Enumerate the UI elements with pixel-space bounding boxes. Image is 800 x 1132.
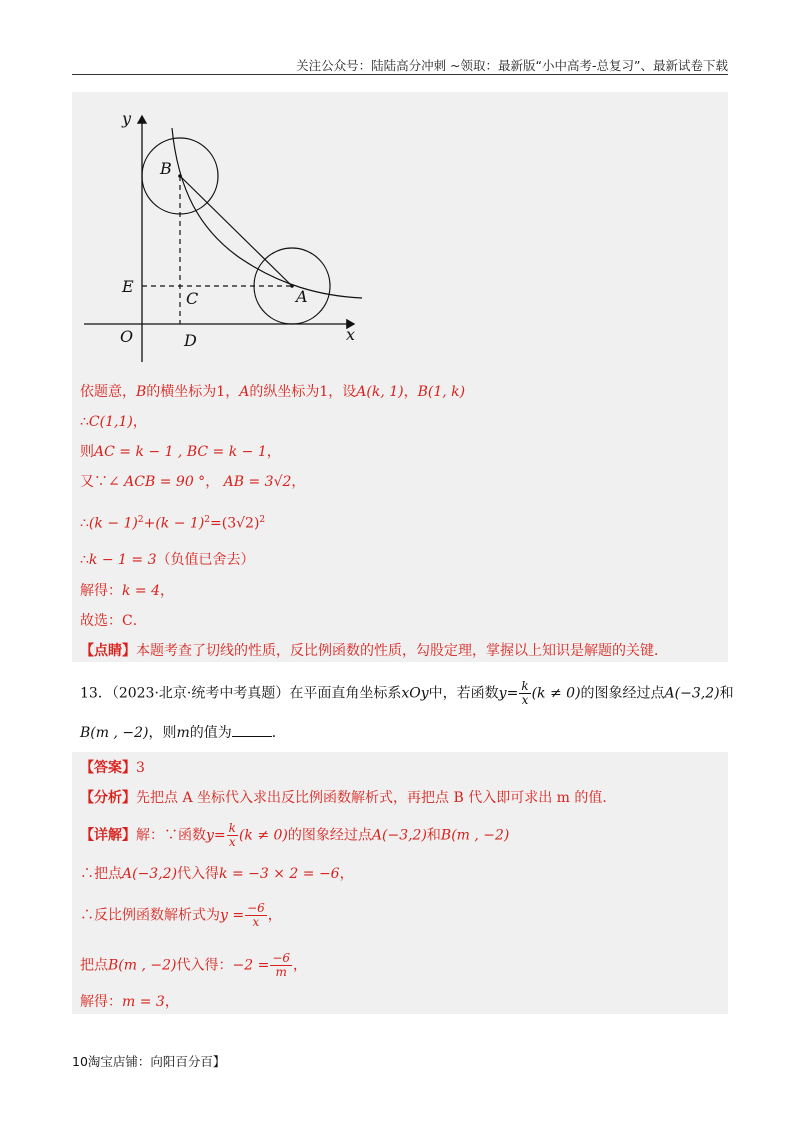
analysis-line: 【分析】先把点 A 坐标代入求出反比例函数解析式，再把点 B 代入即可求出 m 的值． — [80, 790, 617, 806]
page-header: 关注公众号：陆陆高分冲刺 ~领取：最新版“小中高考-总复习”、最新试卷下载 — [296, 58, 728, 73]
analysis-tag: 【分析】 — [80, 790, 136, 806]
fraction-neg6-over-x: $\frac{-6}{x}$ — [247, 901, 265, 929]
label-y: y — [122, 109, 132, 128]
detail-line-2: ∴把点A(−3,2)代入得k = −3 × 2 = −6， — [80, 866, 354, 882]
detail-line-4: 把点B(m , −2)代入得：−2 = $\frac{-6}{m}$ ， — [80, 951, 308, 979]
label-e: E — [122, 277, 134, 296]
segment-ab — [180, 176, 292, 286]
point-b — [178, 174, 182, 178]
detail-line-5: 解得：m = 3， — [80, 994, 179, 1010]
page-footer: 10淘宝店铺：向阳百分百】 — [72, 1054, 226, 1069]
answer-blank — [232, 722, 272, 737]
fraction-k-over-x-detail: $\frac{k}{x}$ — [228, 821, 236, 849]
solution-line-4: 又∵∠ ACB = 90 °， AB = 3√2， — [80, 474, 306, 490]
solution-line-6: ∴k − 1 = 3（负值已舍去） — [80, 552, 255, 568]
solution-line-1: 依题意，B的横坐标为1，A的纵坐标为1，设A(k, 1)，B(1, k) — [80, 384, 466, 400]
detail-line-1: 【详解】解：∵函数y= $\frac{k}{x}$ (k ≠ 0)的图象经过点A(−3,2)和B(m , −2) — [80, 821, 510, 849]
fraction-neg6-over-m: $\frac{-6}{m}$ — [272, 951, 291, 979]
label-d: D — [184, 331, 197, 350]
solution-line-2: ∴C(1,1)， — [80, 414, 147, 430]
label-c: C — [186, 289, 199, 308]
label-a: A — [296, 287, 308, 306]
fraction-k-over-x: $\frac{k}{x}$ — [521, 679, 529, 707]
answer-line: 【答案】3 — [80, 760, 145, 776]
remark-line: 【点睛】本题考查了切线的性质，反比例函数的性质，勾股定理，掌握以上知识是解题的关键． — [80, 643, 668, 659]
solution-line-5: ∴(k − $1)^2+(k - 1)^2=(3√2)^2$ — [80, 515, 266, 532]
detail-tag: 【详解】 — [80, 827, 136, 844]
label-b: B — [160, 159, 172, 178]
remark-tag: 【点睛】 — [80, 643, 136, 659]
point-a — [290, 284, 294, 288]
header-rule — [72, 74, 728, 75]
hyperbola-curve — [172, 128, 362, 298]
detail-line-3: ∴反比例函数解析式为y = $\frac{-6}{x}$ ， — [80, 901, 282, 929]
question-line-2: B(m , −2)，则m的值为 ． — [80, 722, 286, 743]
solution-line-8: 故选：C． — [80, 613, 147, 629]
question-line-1: 13．（2023·北京·统考中考真题）在平面直角坐标系xOy中，若函数y= $\frac{k}{x}$ (k ≠ 0)的图象经过点A(−3,2)和 — [80, 679, 734, 707]
answer-tag: 【答案】 — [80, 760, 136, 776]
geometry-figure — [80, 100, 370, 370]
solution-line-7: 解得：k = 4， — [80, 583, 175, 599]
solution-line-3: 则AC = k − 1 , BC = k − 1， — [80, 444, 281, 460]
label-o: O — [120, 327, 134, 346]
label-x: x — [346, 325, 356, 344]
